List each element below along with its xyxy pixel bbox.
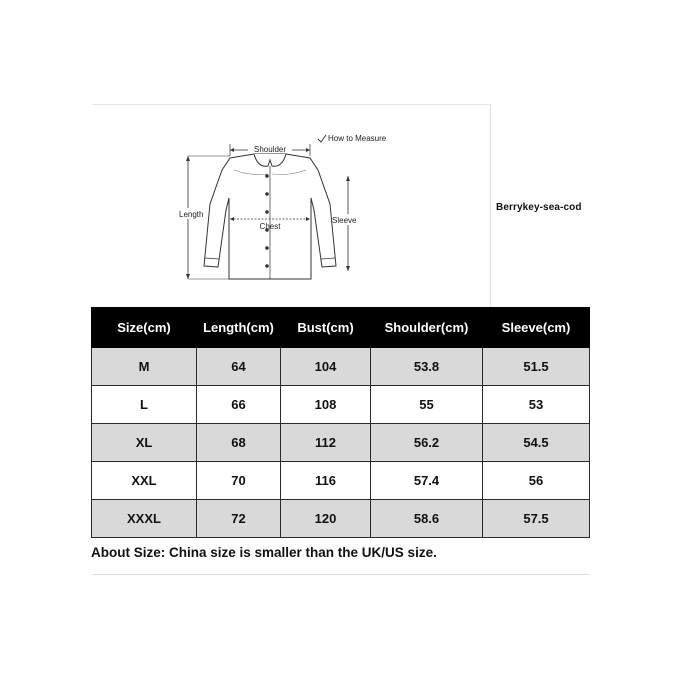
table-row: [92, 348, 590, 386]
cell-length: 68: [197, 424, 281, 462]
cell-length: 64: [197, 348, 281, 386]
size-chart-table: [91, 307, 590, 538]
cell-sleeve: 53: [483, 386, 590, 424]
cell-size: L: [92, 386, 197, 424]
cell-shoulder: 58.6: [371, 500, 483, 538]
table-row: [92, 386, 590, 424]
cell-length: 66: [197, 386, 281, 424]
cell-sleeve: 51.5: [483, 348, 590, 386]
table-row: [92, 500, 590, 538]
cell-bust: 116: [281, 462, 371, 500]
shirt-illustration: [170, 126, 440, 288]
cell-length: 70: [197, 462, 281, 500]
measurement-diagram: [170, 126, 440, 288]
frame-divider-line: [490, 104, 491, 308]
shoulder-label: Shoulder: [253, 145, 287, 154]
frame-top-line: [92, 104, 490, 105]
table-row: [92, 462, 590, 500]
length-label: Length: [179, 210, 204, 219]
cell-length: 72: [197, 500, 281, 538]
cell-size: XXXL: [92, 500, 197, 538]
table-row: [92, 424, 590, 462]
cell-bust: 112: [281, 424, 371, 462]
checkmark-icon: [318, 135, 326, 142]
cell-bust: 104: [281, 348, 371, 386]
cell-size: M: [92, 348, 197, 386]
header-bust: Bust(cm): [281, 308, 371, 348]
cell-size: XL: [92, 424, 197, 462]
cell-shoulder: 53.8: [371, 348, 483, 386]
cell-shoulder: 55: [371, 386, 483, 424]
frame-bottom-line: [92, 574, 590, 575]
size-note: About Size: China size is smaller than the UK/US size.: [91, 545, 437, 560]
cell-bust: 108: [281, 386, 371, 424]
chest-label: Chest: [259, 222, 281, 231]
how-to-measure-label: How to Measure: [328, 134, 387, 143]
header-shoulder: Shoulder(cm): [371, 308, 483, 348]
header-size: Size(cm): [92, 308, 197, 348]
brand-name: Berrykey-sea-cod: [496, 202, 582, 213]
header-sleeve: Sleeve(cm): [483, 308, 590, 348]
cell-shoulder: 57.4: [371, 462, 483, 500]
cell-shoulder: 56.2: [371, 424, 483, 462]
table-header-row: [92, 308, 590, 348]
cell-sleeve: 54.5: [483, 424, 590, 462]
cell-size: XXL: [92, 462, 197, 500]
cell-sleeve: 56: [483, 462, 590, 500]
cell-sleeve: 57.5: [483, 500, 590, 538]
header-length: Length(cm): [197, 308, 281, 348]
sleeve-label: Sleeve: [332, 216, 357, 225]
cell-bust: 120: [281, 500, 371, 538]
